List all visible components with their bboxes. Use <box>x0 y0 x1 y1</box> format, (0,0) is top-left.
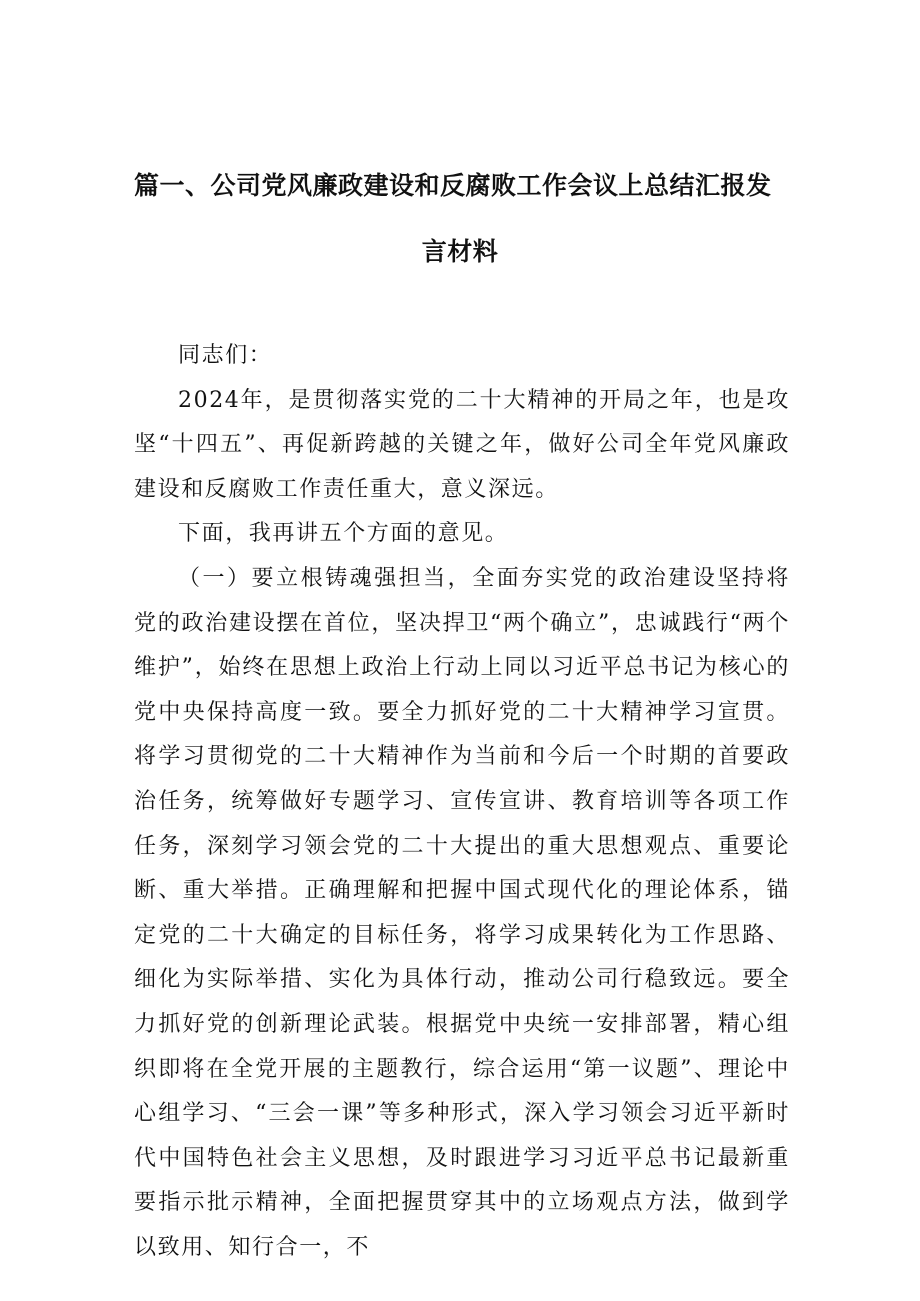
document-body <box>134 334 790 1270</box>
body-paragraph: 2024年，是贯彻落实党的二十大精神的开局之年，也是攻坚“十四五”、再促新跨越的关键之年，做好公司全年党风廉政建设和反腐败工作责任重大，意义深远。 <box>134 387 790 502</box>
body-paragraph: 下面，我再讲五个方面的意见。 <box>178 521 509 547</box>
document-title-line-2: 言材料 <box>421 237 499 266</box>
document-title-line-1: 篇一、公司党风廉政建设和反腐败工作会议上总结汇报发 <box>134 171 772 200</box>
salutation-paragraph: 同志们： <box>178 343 273 368</box>
body-paragraph: （一）要立根铸魂强担当，全面夯实党的政治建设坚持将党的政治建设摆在首位，坚决捍卫“两个确立”，忠诚践行“两个维护”，始终在思想上政治上行动上同以习近平总书记为核心的党中央保持高度一致。要全力抓好党的二十大精神学习宣贯。将学习贯彻党的二十大精神作为当前和今后一个时期的首要政治任务，统筹做好专题学习、宣传宣讲、教育培训等各项工作任务，深刻学习领会党的二十大提出的重大思想观点、重要论断、重大举措。正确理解和把握中国式现代化的理论体系，锚定党的二十大确定的目标任务，将学习成果转化为工作思路、细化为实际举措、实化为具体行动，推动公司行稳致远。要全力抓好党的创新理论武装。根据党中央统一安排部署，精心组织即将在全党开展的主题教行，综合运用“第一议题”、理论中心组学习、“三会一课”等多种形式，深入学习领会习近平新时代中国特色社会主义思想，及时跟进学习习近平总书记最新重要指示批示精神，全面把握贯穿其中的立场观点方法，做到学以致用、知行合一，不 <box>134 565 790 1260</box>
